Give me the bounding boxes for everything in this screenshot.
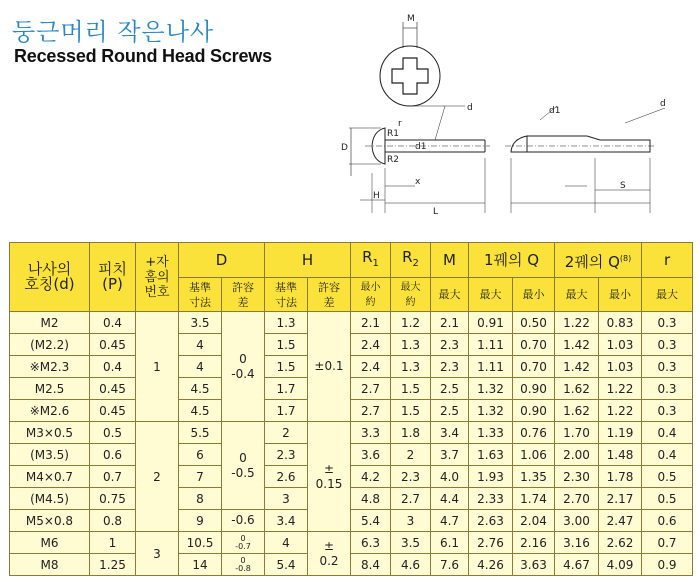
cell-R1: 2.7	[351, 378, 391, 400]
label-r: r	[398, 119, 402, 129]
cell-H-base: 1.7	[265, 378, 308, 400]
cell-Q1-max: 0.91	[469, 312, 513, 334]
header-M-max: 最大	[431, 278, 469, 312]
cell-pitch: 0.4	[90, 356, 136, 378]
label-d1-2: d1	[549, 106, 561, 116]
cell-r-max: 0.5	[642, 466, 693, 488]
cell-R2: 2.3	[391, 466, 431, 488]
cell-H-base: 2.6	[265, 466, 308, 488]
screw-specification-table	[9, 242, 693, 576]
cell-r-max: 0.3	[642, 378, 693, 400]
cell-Q2-min: 1.48	[599, 444, 642, 466]
cell-M: 4.4	[431, 488, 469, 510]
header-R2: $R_2$	[391, 243, 431, 278]
cell-thread-name: M8	[10, 554, 90, 576]
cell-r-max: 0.3	[642, 356, 693, 378]
cell-pitch: 0.45	[90, 400, 136, 422]
cell-Q1-min: 0.70	[513, 356, 555, 378]
cell-thread-name: M2.5	[10, 378, 90, 400]
cell-Q1-min: 1.74	[513, 488, 555, 510]
cell-D-base: 4	[179, 334, 222, 356]
cell-Q2-min: 2.17	[599, 488, 642, 510]
cell-R1: 2.7	[351, 400, 391, 422]
header-H-base: 基準 寸法	[265, 278, 308, 312]
cell-D-tolerance: 0 -0.8	[222, 554, 265, 576]
table-row	[10, 422, 693, 444]
cell-r-max: 0.3	[642, 334, 693, 356]
cell-pitch: 0.8	[90, 510, 136, 532]
page-title-korean: 둥근머리 작은나사	[12, 18, 215, 46]
cell-R1: 2.1	[351, 312, 391, 334]
cell-R2: 1.3	[391, 334, 431, 356]
header-thread-name: 나사의 호칭(d)	[10, 243, 90, 312]
cell-R1: 5.4	[351, 510, 391, 532]
header-R2-max: 最大 約	[391, 278, 431, 312]
cell-D-base: 6	[179, 444, 222, 466]
cell-Q2-max: 1.22	[555, 312, 599, 334]
cell-R1: 2.4	[351, 334, 391, 356]
cell-R2: 2.7	[391, 488, 431, 510]
cell-D-base: 5.5	[179, 422, 222, 444]
cell-Q1-max: 1.11	[469, 356, 513, 378]
table-row	[10, 400, 693, 422]
cell-pitch: 0.45	[90, 378, 136, 400]
cell-Q1-min: 1.35	[513, 466, 555, 488]
cell-Q2-min: 1.03	[599, 356, 642, 378]
cell-H-tolerance: ±0.1	[308, 312, 351, 422]
header-r: r	[642, 243, 693, 278]
cell-recess-number: 1	[136, 312, 179, 422]
cell-D-base: 4.5	[179, 400, 222, 422]
cell-Q1-max: 1.63	[469, 444, 513, 466]
cell-H-tolerance: ± 0.2	[308, 532, 351, 576]
cell-Q2-max: 2.00	[555, 444, 599, 466]
header-Q2: 2꿰의 $Q^{(8)}$	[555, 243, 642, 278]
cell-Q2-min: 2.47	[599, 510, 642, 532]
cell-H-base: 1.5	[265, 356, 308, 378]
header-M: M	[431, 243, 469, 278]
table-row	[10, 554, 693, 576]
cell-Q1-max: 1.32	[469, 400, 513, 422]
cell-pitch: 1.25	[90, 554, 136, 576]
cell-D-base: 3.5	[179, 312, 222, 334]
cell-Q1-max: 1.32	[469, 378, 513, 400]
cell-thread-name: M3×0.5	[10, 422, 90, 444]
cell-R1: 2.4	[351, 356, 391, 378]
cell-Q2-max: 1.70	[555, 422, 599, 444]
cell-D-tolerance: -0.6	[222, 510, 265, 532]
header-recess-number: +자 홈의 번호	[136, 243, 179, 312]
cell-R1: 6.3	[351, 532, 391, 554]
header-R1: $R_1$	[351, 243, 391, 278]
cross-recess	[392, 58, 428, 94]
cell-pitch: 0.4	[90, 312, 136, 334]
cell-R2: 4.6	[391, 554, 431, 576]
cell-Q1-min: 0.90	[513, 400, 555, 422]
table-row	[10, 312, 693, 334]
cell-Q1-max: 2.33	[469, 488, 513, 510]
label-S: S	[620, 181, 626, 191]
cell-Q2-min: 1.19	[599, 422, 642, 444]
cell-Q2-max: 3.00	[555, 510, 599, 532]
cell-Q2-min: 1.22	[599, 400, 642, 422]
cell-Q1-min: 0.76	[513, 422, 555, 444]
cell-Q2-max: 2.30	[555, 466, 599, 488]
header-D: D	[179, 243, 265, 278]
cell-thread-name: ※M2.6	[10, 400, 90, 422]
screw-technical-drawing	[335, 8, 695, 223]
cell-Q1-max: 4.26	[469, 554, 513, 576]
table-row	[10, 356, 693, 378]
cell-r-max: 0.3	[642, 312, 693, 334]
cell-R1: 8.4	[351, 554, 391, 576]
cell-Q2-min: 1.22	[599, 378, 642, 400]
cell-thread-name: M4×0.7	[10, 466, 90, 488]
header-H-tol: 許容 差	[308, 278, 351, 312]
cell-H-base: 2	[265, 422, 308, 444]
cell-R1: 4.2	[351, 466, 391, 488]
table-row	[10, 532, 693, 554]
label-R1: R1	[387, 129, 399, 139]
cell-H-base: 1.3	[265, 312, 308, 334]
header-H: H	[265, 243, 351, 278]
cell-M: 2.3	[431, 334, 469, 356]
cell-H-base: 5.4	[265, 554, 308, 576]
head-top-view	[380, 46, 440, 106]
cell-Q2-min: 1.03	[599, 334, 642, 356]
cell-M: 2.3	[431, 356, 469, 378]
cell-r-max: 0.3	[642, 400, 693, 422]
cell-Q2-max: 1.42	[555, 356, 599, 378]
cell-r-max: 0.7	[642, 532, 693, 554]
cell-R1: 3.6	[351, 444, 391, 466]
cell-pitch: 0.6	[90, 444, 136, 466]
label-d1: d1	[415, 142, 427, 152]
cell-R2: 2	[391, 444, 431, 466]
cell-Q1-max: 1.33	[469, 422, 513, 444]
label-d: d	[467, 103, 473, 113]
cell-pitch: 1	[90, 532, 136, 554]
cell-D-tolerance: 0 -0.7	[222, 532, 265, 554]
cell-r-max: 0.6	[642, 510, 693, 532]
cell-thread-name: M2	[10, 312, 90, 334]
cell-r-max: 0.5	[642, 488, 693, 510]
cell-Q1-max: 2.63	[469, 510, 513, 532]
cell-pitch: 0.75	[90, 488, 136, 510]
cell-Q2-max: 1.42	[555, 334, 599, 356]
cell-R2: 1.5	[391, 378, 431, 400]
cell-M: 3.7	[431, 444, 469, 466]
label-M: M	[407, 14, 415, 24]
cell-D-base: 10.5	[179, 532, 222, 554]
cell-R2: 1.2	[391, 312, 431, 334]
label-H: H	[373, 191, 380, 201]
header-pitch: 피치 (P)	[90, 243, 136, 312]
cell-Q2-max: 1.62	[555, 378, 599, 400]
cell-R1: 3.3	[351, 422, 391, 444]
cell-thread-name: ※M2.3	[10, 356, 90, 378]
label-L: L	[433, 207, 439, 217]
table-row	[10, 510, 693, 532]
label-R2: R2	[387, 155, 399, 165]
table-row	[10, 378, 693, 400]
cell-M: 6.1	[431, 532, 469, 554]
cell-Q1-min: 0.50	[513, 312, 555, 334]
cell-Q1-min: 3.63	[513, 554, 555, 576]
cell-H-base: 3.4	[265, 510, 308, 532]
cell-pitch: 0.45	[90, 334, 136, 356]
cell-R2: 3.5	[391, 532, 431, 554]
cell-H-base: 4	[265, 532, 308, 554]
header-Q1-max: 最大	[469, 278, 513, 312]
cell-Q1-min: 0.90	[513, 378, 555, 400]
cell-M: 2.5	[431, 378, 469, 400]
cell-Q1-min: 2.16	[513, 532, 555, 554]
cell-M: 3.4	[431, 422, 469, 444]
cell-Q2-min: 0.83	[599, 312, 642, 334]
cell-D-base: 8	[179, 488, 222, 510]
cell-Q1-max: 1.11	[469, 334, 513, 356]
cell-H-base: 1.7	[265, 400, 308, 422]
cell-thread-name: (M3.5)	[10, 444, 90, 466]
cell-Q2-max: 1.62	[555, 400, 599, 422]
header-D-tol: 許容 差	[222, 278, 265, 312]
cell-M: 2.5	[431, 400, 469, 422]
cell-R2: 1.3	[391, 356, 431, 378]
table-row	[10, 334, 693, 356]
cell-R1: 4.8	[351, 488, 391, 510]
header-R1-min: 最小 約	[351, 278, 391, 312]
cell-Q2-min: 2.62	[599, 532, 642, 554]
cell-recess-number: 3	[136, 532, 179, 576]
cell-r-max: 0.4	[642, 422, 693, 444]
cell-r-max: 0.9	[642, 554, 693, 576]
cell-D-base: 4	[179, 356, 222, 378]
header-Q1-min: 最小	[513, 278, 555, 312]
cell-R2: 3	[391, 510, 431, 532]
cell-D-base: 4.5	[179, 378, 222, 400]
cell-D-base: 14	[179, 554, 222, 576]
header-Q1: 1꿰의 Q	[469, 243, 555, 278]
cell-pitch: 0.5	[90, 422, 136, 444]
cell-Q1-max: 1.93	[469, 466, 513, 488]
cell-r-max: 0.4	[642, 444, 693, 466]
label-x: x	[415, 177, 421, 187]
cell-pitch: 0.7	[90, 466, 136, 488]
cell-M: 4.0	[431, 466, 469, 488]
cell-R2: 1.5	[391, 400, 431, 422]
cell-H-base: 3	[265, 488, 308, 510]
cell-Q1-min: 0.70	[513, 334, 555, 356]
table-row	[10, 488, 693, 510]
cell-thread-name: M5×0.8	[10, 510, 90, 532]
cell-M: 2.1	[431, 312, 469, 334]
cell-Q2-min: 1.78	[599, 466, 642, 488]
label-d-2: d	[660, 99, 666, 109]
page-title-english: Recessed Round Head Screws	[14, 46, 272, 66]
cell-H-base: 1.5	[265, 334, 308, 356]
header-Q2-min: 最小	[599, 278, 642, 312]
cell-D-base: 9	[179, 510, 222, 532]
cell-R2: 1.8	[391, 422, 431, 444]
header-D-base: 基準 寸法	[179, 278, 222, 312]
header-Q2-max: 最大	[555, 278, 599, 312]
table-row	[10, 466, 693, 488]
cell-M: 7.6	[431, 554, 469, 576]
cell-Q1-min: 1.06	[513, 444, 555, 466]
label-D: D	[341, 143, 348, 153]
cell-Q2-max: 2.70	[555, 488, 599, 510]
cell-thread-name: (M4.5)	[10, 488, 90, 510]
cell-H-tolerance: ± 0.15	[308, 422, 351, 532]
side-view-2-head	[511, 136, 527, 152]
cell-M: 4.7	[431, 510, 469, 532]
cell-thread-name: (M2.2)	[10, 334, 90, 356]
cell-D-base: 7	[179, 466, 222, 488]
table-row	[10, 444, 693, 466]
cell-Q2-max: 4.67	[555, 554, 599, 576]
header-r-max: 最大	[642, 278, 693, 312]
cell-Q2-max: 3.16	[555, 532, 599, 554]
cell-Q1-max: 2.76	[469, 532, 513, 554]
cell-D-tolerance: 0 -0.5	[222, 422, 265, 510]
cell-Q2-min: 4.09	[599, 554, 642, 576]
cell-D-tolerance: 0 -0.4	[222, 312, 265, 422]
cell-H-base: 2.3	[265, 444, 308, 466]
cell-Q1-min: 2.04	[513, 510, 555, 532]
cell-thread-name: M6	[10, 532, 90, 554]
cell-recess-number: 2	[136, 422, 179, 532]
